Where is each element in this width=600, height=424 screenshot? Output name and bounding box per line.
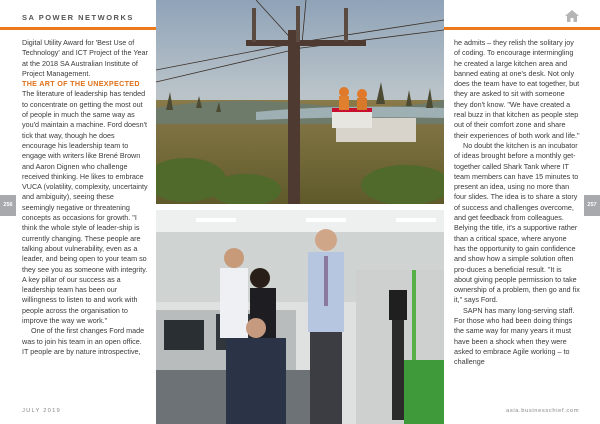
body-paragraph: SAPN has many long-serving staff. For those who had been doing things the same way for many years it must have been a shock when they were asked to embrace Agile working – to challenge <box>454 305 575 367</box>
brand-name: SA POWER NETWORKS <box>22 13 134 22</box>
issue-date: JULY 2019 <box>22 408 61 414</box>
page-number-left: 256 <box>0 195 16 216</box>
body-paragraph: No doubt the kitchen is an incubator of ideas brought before a monthly get-together called Shark Tank where IT team members can have 15 minutes to present an idea, using no more than four slides. The idea is to share a story of success and challenges overcome, and get feedback from colleagues. Belying the title, it's a supportive rather than a critical space, where anyone has the opportunity to gain confidence and show how a simple solution often pro-duces a beneficial result. "It is about giving people permission to take ownership of a problem, then go and fix it," says Ford. <box>454 140 580 305</box>
section-heading: THE ART OF THE UNEXPECTED <box>22 79 140 89</box>
body-paragraph: The literature of leadership has tended to concentrate on getting the most out of people in much the same way as you'd maintain a machine. Ford doesn't tick that way, though he does encourage his leadership team to engage with writers like Brené Brown and Aaron Dignen who challenge received thinking. He likes to embrace VUCA (volatility, complexity, uncertainty and ambiguity), seeing these seemingly negative or threatening concepts as occasions for growth. "I think the whole style of leader-ship is currently changing. These people are talking about vulnerability, even as a leader, and being open to your team so they see you as someone with integrity. A key pillar of our success as a leadership team has been our willingness to listen to and work with people across the organisation to improve the way we work." <box>22 89 148 326</box>
website-link[interactable]: asia.businesschief.com <box>506 408 580 414</box>
office-team-photo <box>156 210 444 424</box>
body-paragraph: One of the first changes Ford made was to join his team in an open office. IT people are by nature introspective, <box>22 326 145 356</box>
body-paragraph: he admits – they relish the solitary joy of coding. To encourage intermingling he created a large kitchen area and banned eating at one's desk. Not only does the team have to eat together, but they are asked to sit with someone they don't know. "We have created a real buzz in that kitchen as people step out of their comfort zone and share their experiences of both work and life." <box>454 38 580 140</box>
left-text-column <box>22 38 148 357</box>
page-number-right: 257 <box>584 195 600 216</box>
right-text-column <box>454 38 580 368</box>
home-icon[interactable] <box>565 10 579 22</box>
linemen-photo <box>156 0 444 204</box>
intro-paragraph: Digital Utility Award for 'Best Use of Technology' and ICT Project of the Year at the 2018 SA Australian Institute of Project Management. <box>22 38 148 78</box>
